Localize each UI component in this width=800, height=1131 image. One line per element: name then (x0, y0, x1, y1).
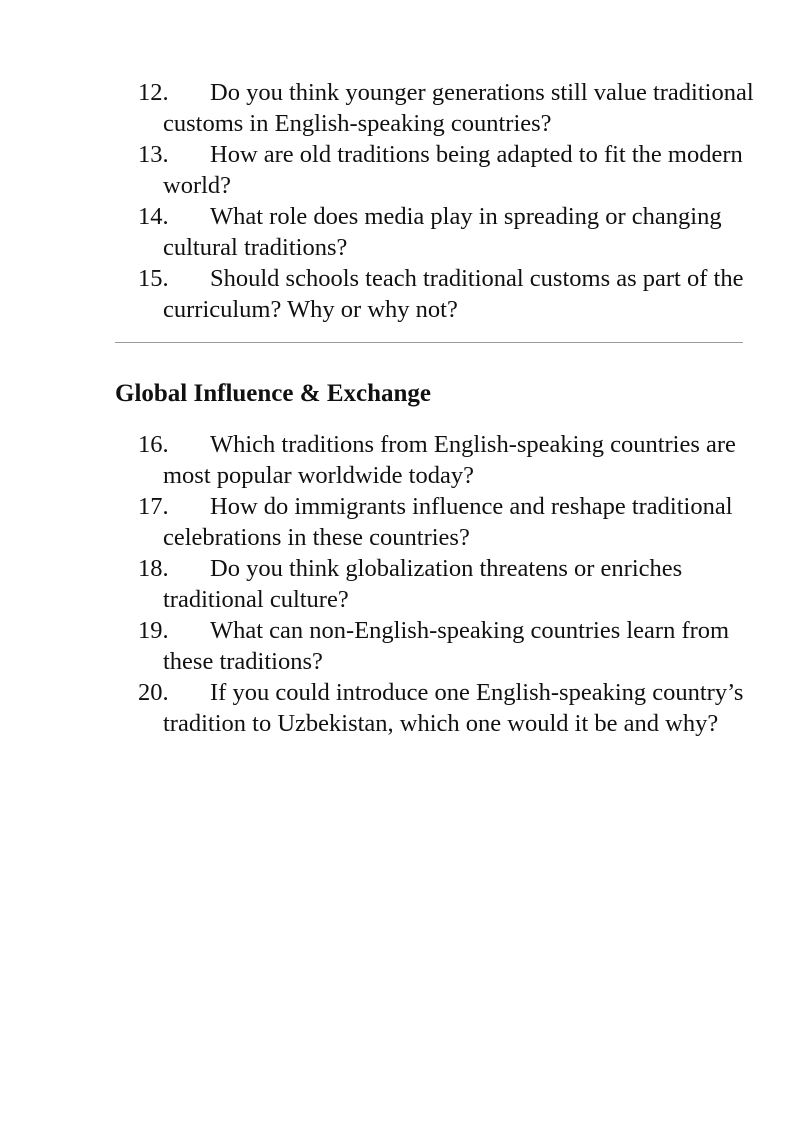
question-number: 19. (138, 617, 169, 644)
question-list-global-influence (138, 429, 758, 739)
question-text: How do immigrants influence and reshape traditional celebrations in these countries? (163, 493, 733, 551)
question-text: Do you think globalization threatens or enriches traditional culture? (163, 555, 683, 613)
question-list-traditions (138, 77, 758, 325)
question-text: What role does media play in spreading or changing cultural traditions? (163, 203, 722, 261)
question-text: Should schools teach traditional customs as part of the curriculum? Why or why not? (163, 265, 744, 323)
question-number: 17. (138, 493, 169, 520)
section-divider (115, 342, 743, 343)
question-number: 15. (138, 265, 169, 292)
question-number: 14. (138, 203, 169, 230)
list-item (138, 553, 758, 615)
list-item (138, 139, 758, 201)
list-item (138, 615, 758, 677)
section-heading: Global Influence & Exchange (115, 380, 431, 407)
list-item (138, 77, 758, 139)
question-text: How are old traditions being adapted to fit the modern world? (163, 141, 743, 199)
list-item (138, 491, 758, 553)
question-number: 12. (138, 79, 169, 106)
list-item (138, 429, 758, 491)
question-text: What can non-English-speaking countries learn from these traditions? (163, 617, 730, 675)
list-item (138, 677, 758, 739)
question-number: 13. (138, 141, 169, 168)
question-number: 18. (138, 555, 169, 582)
question-text: Do you think younger generations still value traditional customs in English-speaking countries? (163, 79, 754, 137)
question-number: 20. (138, 679, 169, 706)
question-text: If you could introduce one English-speaking country’s tradition to Uzbekistan, which one would it be and why? (163, 679, 744, 737)
question-number: 16. (138, 431, 169, 458)
question-text: Which traditions from English-speaking countries are most popular worldwide today? (163, 431, 736, 489)
list-item (138, 201, 758, 263)
list-item (138, 263, 758, 325)
